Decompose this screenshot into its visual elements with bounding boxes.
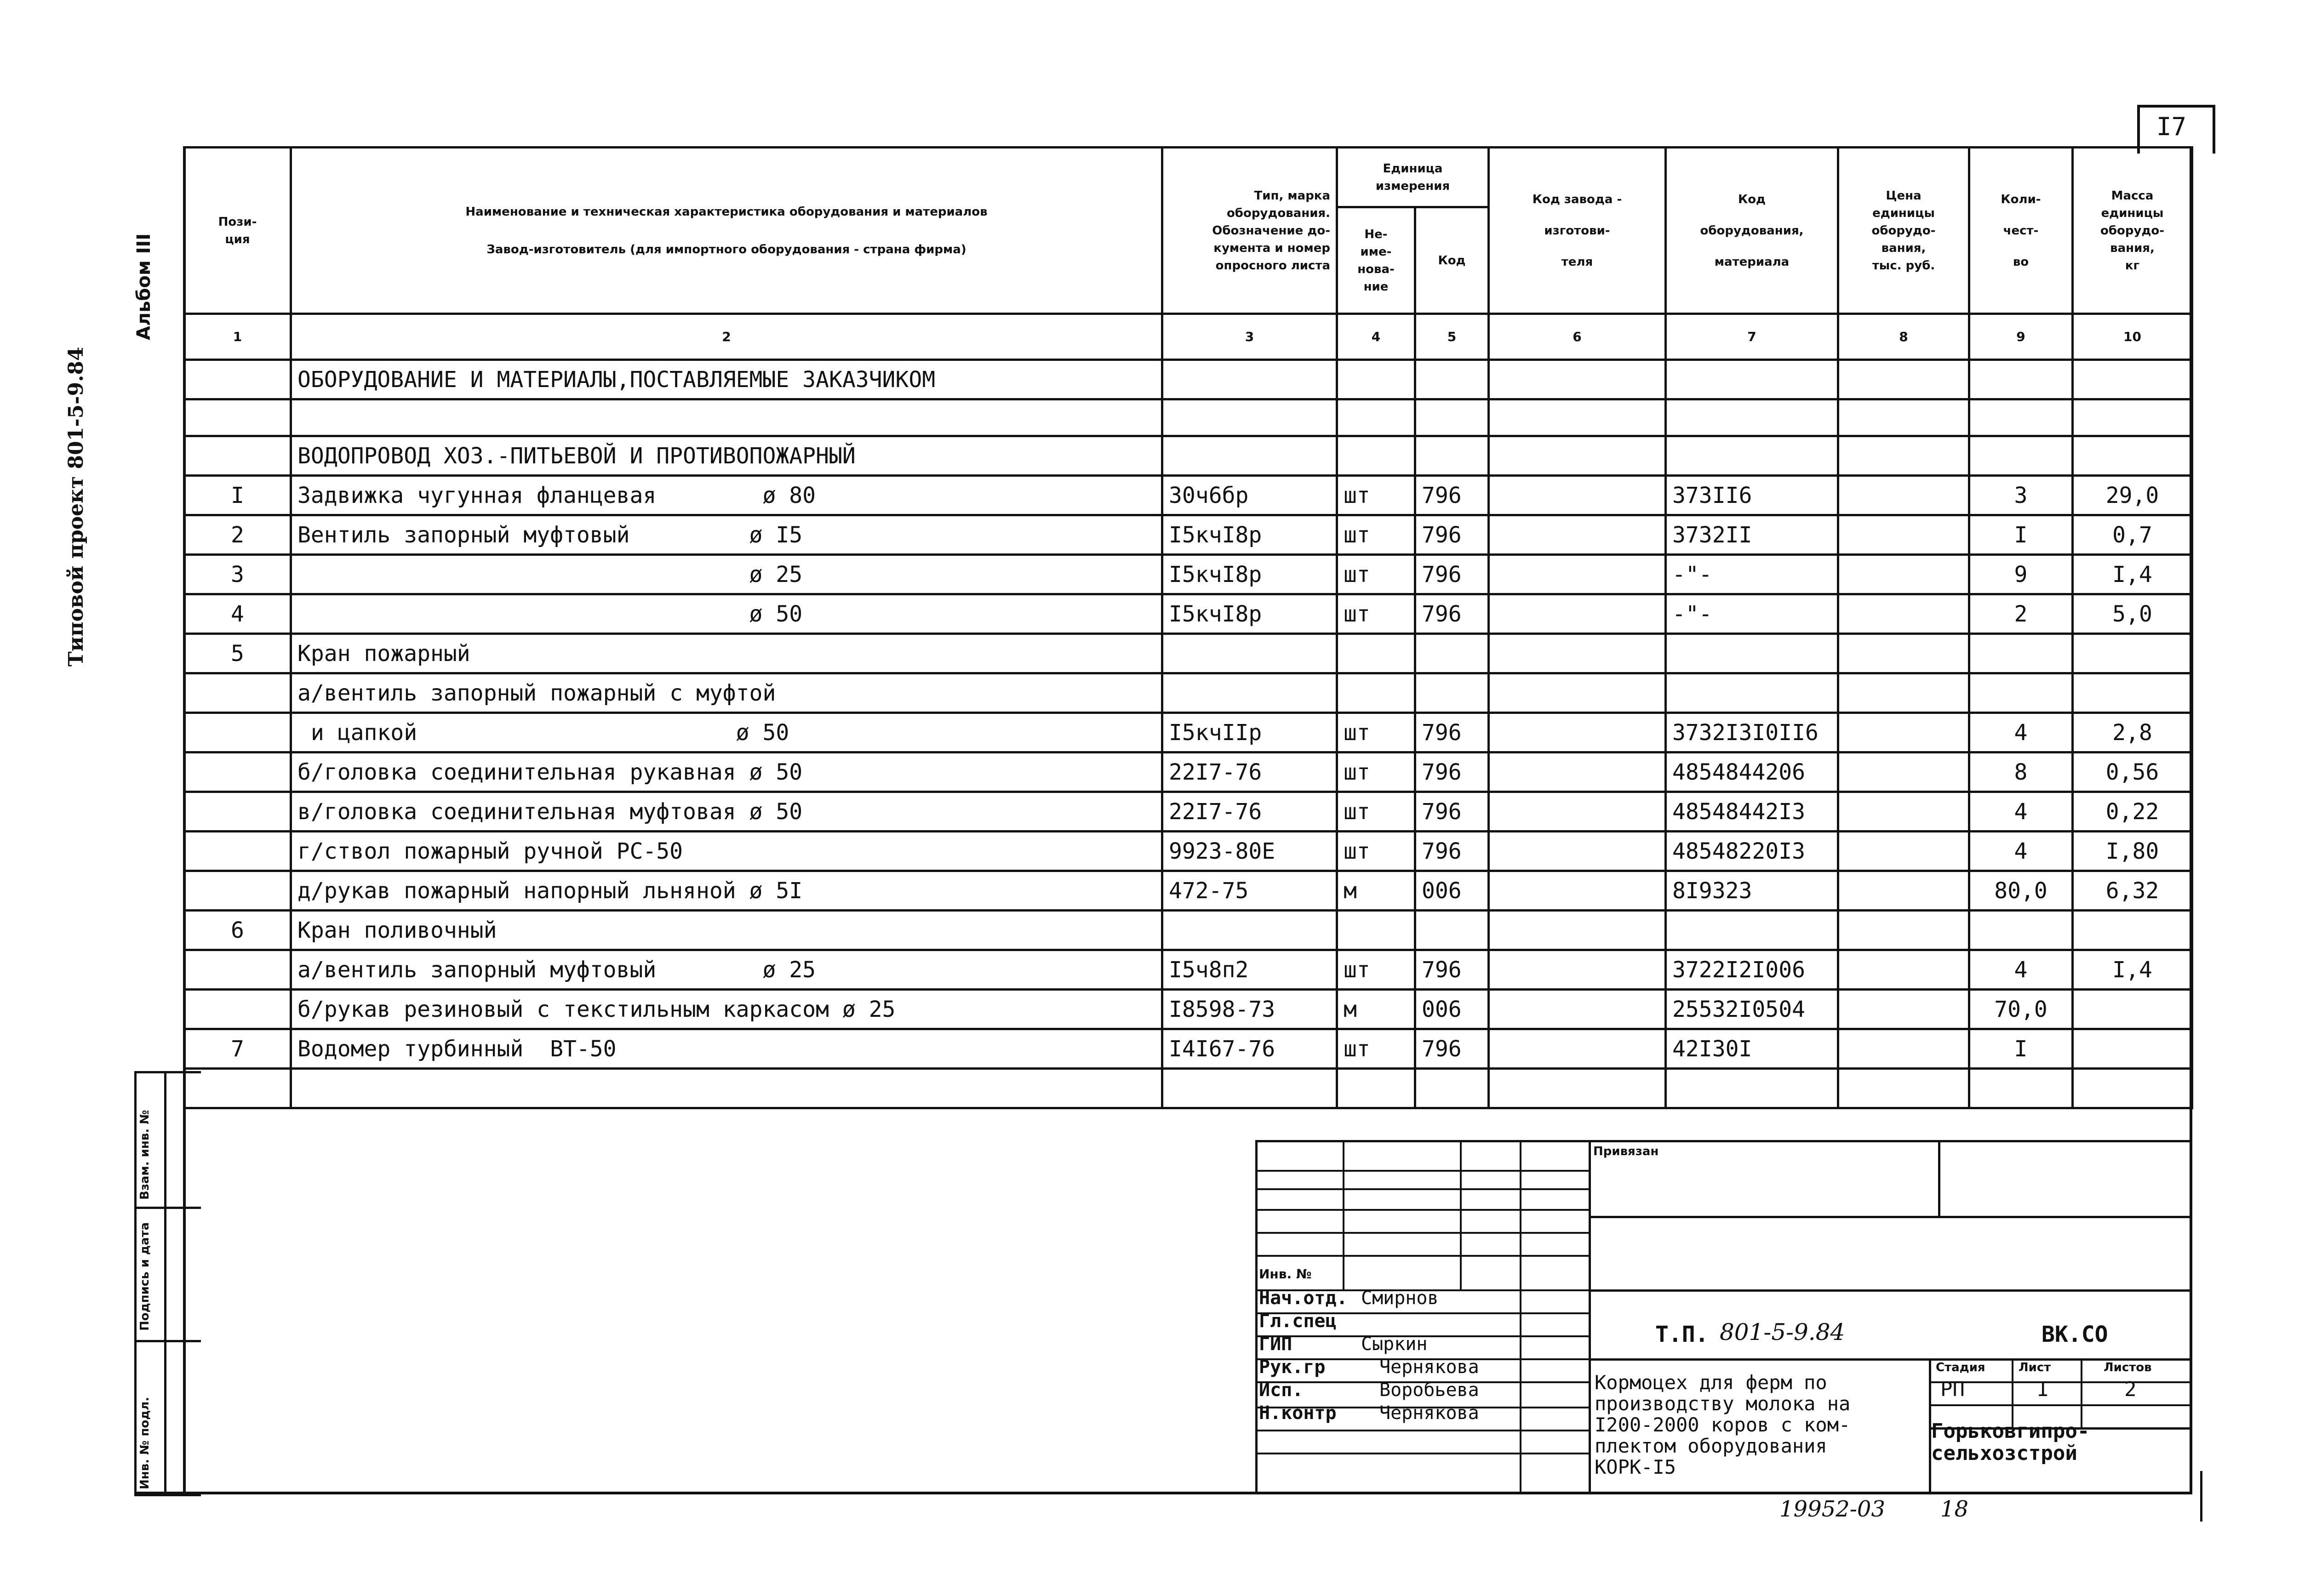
table-row [184, 911, 2192, 950]
table-row [184, 555, 2192, 594]
cell-position: I [184, 476, 291, 515]
sheet-label: Лист [2019, 1361, 2051, 1374]
cell-price [1838, 752, 1969, 792]
stamp-replaced-inv: Взам. инв. № [138, 1110, 152, 1200]
cell-type: I8598-73 [1162, 990, 1337, 1029]
cell-unit: шт [1337, 594, 1415, 634]
cell-type [1162, 360, 1337, 399]
cell-factory-code [1489, 476, 1666, 515]
header-position: Пози- ция [184, 148, 291, 314]
cell-factory-code [1489, 515, 1666, 555]
cell-equipment-code [1666, 399, 1838, 436]
cell-quantity: I [1969, 515, 2073, 555]
cell-price [1838, 792, 1969, 832]
cell-name [291, 1069, 1162, 1108]
cell-unit-code: 796 [1415, 792, 1489, 832]
table-row [184, 1069, 2192, 1108]
table-row [184, 752, 2192, 792]
cell-unit [1337, 634, 1415, 673]
table-row [184, 634, 2192, 673]
staff-role: ГИП [1259, 1334, 1292, 1355]
cell-equipment-code: 48548220I3 [1666, 832, 1838, 871]
cell-unit: шт [1337, 752, 1415, 792]
cell-unit: шт [1337, 713, 1415, 752]
table-row [184, 871, 2192, 911]
cell-factory-code [1489, 1069, 1666, 1108]
cell-unit: м [1337, 990, 1415, 1029]
cell-unit: шт [1337, 792, 1415, 832]
cell-unit: шт [1337, 950, 1415, 990]
cell-quantity: 4 [1969, 792, 2073, 832]
cell-quantity: 4 [1969, 950, 2073, 990]
table-row [184, 673, 2192, 713]
cell-price [1838, 832, 1969, 871]
cell-equipment-code: -"- [1666, 555, 1838, 594]
cell-type: 22I7-76 [1162, 792, 1337, 832]
cell-mass [2073, 673, 2192, 713]
cell-mass: I,4 [2073, 950, 2192, 990]
cell-factory-code [1489, 752, 1666, 792]
cell-equipment-code: -"- [1666, 594, 1838, 634]
header-type: Тип, марка оборудования. Обозначение до- кумента и номер опросного листа [1162, 148, 1337, 314]
cell-type: 22I7-76 [1162, 752, 1337, 792]
cell-position [184, 990, 291, 1029]
cell-unit: м [1337, 871, 1415, 911]
cell-name: ø 25 [291, 555, 1162, 594]
stage-label: Стадия [1936, 1361, 1985, 1374]
cell-quantity [1969, 634, 2073, 673]
cell-position [184, 871, 291, 911]
cell-equipment-code [1666, 634, 1838, 673]
cell-quantity: I [1969, 1029, 2073, 1069]
cell-name: ВОДОПРОВОД ХОЗ.-ПИТЬЕВОЙ И ПРОТИВОПОЖАРНЫЙ [291, 436, 1162, 476]
cell-quantity: 4 [1969, 713, 2073, 752]
cell-unit-code [1415, 436, 1489, 476]
cell-unit-code: 796 [1415, 555, 1489, 594]
table-row [184, 399, 2192, 436]
cell-factory-code [1489, 832, 1666, 871]
cell-name: Кран пожарный [291, 634, 1162, 673]
staff-role: Рук.гр [1259, 1357, 1326, 1378]
cell-position [184, 713, 291, 752]
sheet-value: I [2037, 1378, 2049, 1401]
header-name: Наименование и техническая характеристика оборудования и материалов Завод-изготовитель (для импортного оборудования - страна фирма) [291, 148, 1162, 314]
cell-price [1838, 950, 1969, 990]
cell-name: Вентиль запорный муфтовый ø I5 [291, 515, 1162, 555]
cell-name: а/вентиль запорный пожарный с муфтой [291, 673, 1162, 713]
cell-unit [1337, 1069, 1415, 1108]
cell-name: д/рукав пожарный напорный льняной ø 5I [291, 871, 1162, 911]
cell-factory-code [1489, 399, 1666, 436]
equipment-table [183, 146, 2193, 1109]
staff-name: Смирнов [1361, 1288, 1439, 1309]
cell-equipment-code: 25532I0504 [1666, 990, 1838, 1029]
cell-factory-code [1489, 634, 1666, 673]
cell-price [1838, 1069, 1969, 1108]
table-row [184, 476, 2192, 515]
cell-factory-code [1489, 594, 1666, 634]
cell-mass [2073, 1069, 2192, 1108]
cell-unit-code: 796 [1415, 476, 1489, 515]
cell-price [1838, 634, 1969, 673]
table-row [184, 713, 2192, 752]
cell-name [291, 399, 1162, 436]
document-title: Кормоцех для ферм по производству молока на I200-2000 коров с ком- плектом оборудования КОРК-I5 [1595, 1371, 1851, 1478]
cell-name: Кран поливочный [291, 911, 1162, 950]
cell-position: 5 [184, 634, 291, 673]
cell-price [1838, 990, 1969, 1029]
cell-price [1838, 713, 1969, 752]
cell-unit [1337, 911, 1415, 950]
cell-mass: 0,22 [2073, 792, 2192, 832]
cell-quantity [1969, 673, 2073, 713]
cell-factory-code [1489, 360, 1666, 399]
inv-no-label: Инв. № [1259, 1266, 1312, 1282]
cell-factory-code [1489, 713, 1666, 752]
cell-quantity [1969, 911, 2073, 950]
table-row [184, 360, 2192, 399]
stamp-signature-date: Подпись и дата [138, 1222, 152, 1331]
cell-unit-code [1415, 634, 1489, 673]
cell-unit-code [1415, 399, 1489, 436]
cell-unit [1337, 436, 1415, 476]
cell-mass [2073, 634, 2192, 673]
document-mark: ВК.СО [2042, 1322, 2108, 1347]
cell-name: и цапкой ø 50 [291, 713, 1162, 752]
cell-unit [1337, 673, 1415, 713]
cell-quantity [1969, 360, 2073, 399]
cell-name: г/ствол пожарный ручной РС-50 [291, 832, 1162, 871]
cell-quantity: 8 [1969, 752, 2073, 792]
cell-equipment-code [1666, 911, 1838, 950]
cell-equipment-code: 4854844206 [1666, 752, 1838, 792]
cell-price [1838, 1029, 1969, 1069]
left-margin-project: Типовой проект 801-5-9.84 [64, 347, 88, 667]
cell-factory-code [1489, 911, 1666, 950]
cell-name: Задвижка чугунная фланцевая ø 80 [291, 476, 1162, 515]
cell-position: 2 [184, 515, 291, 555]
cell-factory-code [1489, 673, 1666, 713]
cell-equipment-code [1666, 436, 1838, 476]
cell-type: I5кчI8р [1162, 555, 1337, 594]
cell-mass [2073, 436, 2192, 476]
cell-mass: I,4 [2073, 555, 2192, 594]
designation-handwritten: 801-5-9.84 [1720, 1319, 1845, 1345]
cell-type: 9923-80Е [1162, 832, 1337, 871]
cell-type: I5кчI8р [1162, 515, 1337, 555]
cell-mass [2073, 990, 2192, 1029]
cell-quantity: 3 [1969, 476, 2073, 515]
cell-price [1838, 515, 1969, 555]
cell-price [1838, 911, 1969, 950]
cell-mass: 6,32 [2073, 871, 2192, 911]
cell-equipment-code: 48548442I3 [1666, 792, 1838, 832]
table-row [184, 832, 2192, 871]
cell-factory-code [1489, 871, 1666, 911]
cell-position: 3 [184, 555, 291, 594]
cell-unit-code: 006 [1415, 871, 1489, 911]
cell-factory-code [1489, 555, 1666, 594]
cell-unit: шт [1337, 832, 1415, 871]
cell-type [1162, 673, 1337, 713]
cell-price [1838, 436, 1969, 476]
table-row [184, 792, 2192, 832]
cell-factory-code [1489, 1029, 1666, 1069]
cell-mass: 0,7 [2073, 515, 2192, 555]
cell-price [1838, 871, 1969, 911]
cell-quantity [1969, 1069, 2073, 1108]
staff-role: Н.контр [1259, 1402, 1337, 1424]
cell-mass: 5,0 [2073, 594, 2192, 634]
cell-unit-code [1415, 1069, 1489, 1108]
header-price: Цена единицы оборудо- вания, тыс. руб. [1838, 148, 1969, 314]
stage-value: РП [1940, 1378, 1965, 1401]
cell-position: 4 [184, 594, 291, 634]
table-row [184, 990, 2192, 1029]
frame-left [183, 146, 186, 1493]
album-label: Альбом III [133, 233, 154, 340]
cell-price [1838, 594, 1969, 634]
cell-unit-code: 796 [1415, 1029, 1489, 1069]
cell-type [1162, 634, 1337, 673]
header-unit-code: Код [1415, 207, 1489, 314]
table-row [184, 950, 2192, 990]
cell-name: б/головка соединительная рукавная ø 50 [291, 752, 1162, 792]
cell-mass [2073, 399, 2192, 436]
header-unit-name: Не- име- нова- ние [1337, 207, 1415, 314]
cell-unit-code: 796 [1415, 752, 1489, 792]
staff-name: Чернякова [1379, 1357, 1479, 1378]
cell-type: 472-75 [1162, 871, 1337, 911]
cell-equipment-code: 8I9323 [1666, 871, 1838, 911]
cell-price [1838, 555, 1969, 594]
cell-position [184, 792, 291, 832]
cell-quantity [1969, 399, 2073, 436]
cell-equipment-code: 42I30I [1666, 1029, 1838, 1069]
cell-price [1838, 360, 1969, 399]
cell-position [184, 399, 291, 436]
cell-equipment-code [1666, 360, 1838, 399]
table-row [184, 1029, 2192, 1069]
table-row [184, 515, 2192, 555]
cell-unit: шт [1337, 515, 1415, 555]
cell-name: б/рукав резиновый с текстильным каркасом ø 25 [291, 990, 1162, 1029]
cell-unit-code: 006 [1415, 990, 1489, 1029]
cell-unit-code: 796 [1415, 950, 1489, 990]
cell-position [184, 360, 291, 399]
cell-unit [1337, 360, 1415, 399]
cell-equipment-code: 3732II [1666, 515, 1838, 555]
cell-type: I4I67-76 [1162, 1029, 1337, 1069]
cell-position [184, 950, 291, 990]
header-mass: Масса единицы оборудо- вания, кг [2073, 148, 2192, 314]
cell-position: 6 [184, 911, 291, 950]
cell-factory-code [1489, 792, 1666, 832]
cell-type [1162, 399, 1337, 436]
cell-type: I5кчIIр [1162, 713, 1337, 752]
cell-factory-code [1489, 950, 1666, 990]
cell-unit-code: 796 [1415, 832, 1489, 871]
staff-role: Гл.спец [1259, 1311, 1337, 1332]
stamp-inv-no-orig: Инв. № подл. [138, 1396, 152, 1489]
cell-equipment-code [1666, 673, 1838, 713]
cell-position [184, 673, 291, 713]
cell-unit-code: 796 [1415, 713, 1489, 752]
cell-position [184, 832, 291, 871]
cell-unit-code [1415, 360, 1489, 399]
staff-name: Воробьева [1379, 1379, 1479, 1401]
cell-name: ø 50 [291, 594, 1162, 634]
cell-mass [2073, 360, 2192, 399]
cell-quantity: 2 [1969, 594, 2073, 634]
header-factory-code: Код завода - изготови- теля [1489, 148, 1666, 314]
cell-unit [1337, 399, 1415, 436]
cell-type [1162, 911, 1337, 950]
cell-mass: 0,56 [2073, 752, 2192, 792]
cell-quantity: 4 [1969, 832, 2073, 871]
cell-equipment-code: 373II6 [1666, 476, 1838, 515]
cell-mass: 2,8 [2073, 713, 2192, 752]
staff-role: Нач.отд. [1259, 1288, 1348, 1309]
cell-factory-code [1489, 990, 1666, 1029]
cell-position [184, 436, 291, 476]
cell-mass [2073, 1029, 2192, 1069]
header-quantity: Коли- чест- во [1969, 148, 2073, 314]
cell-unit-code: 796 [1415, 515, 1489, 555]
cell-unit-code: 796 [1415, 594, 1489, 634]
cell-unit: шт [1337, 476, 1415, 515]
cell-unit: шт [1337, 555, 1415, 594]
cell-name: ОБОРУДОВАНИЕ И МАТЕРИАЛЫ,ПОСТАВЛЯЕМЫЕ ЗАКАЗЧИКОМ [291, 360, 1162, 399]
sheets-value: 2 [2124, 1378, 2137, 1401]
cell-name: а/вентиль запорный муфтовый ø 25 [291, 950, 1162, 990]
footer-page: 18 [1940, 1496, 1969, 1522]
header-unit: Единица измерения [1337, 148, 1489, 207]
table-row [184, 436, 2192, 476]
cell-unit-code [1415, 911, 1489, 950]
cell-mass: 29,0 [2073, 476, 2192, 515]
cell-price [1838, 476, 1969, 515]
cell-quantity: 9 [1969, 555, 2073, 594]
cell-mass [2073, 911, 2192, 950]
cell-quantity: 70,0 [1969, 990, 2073, 1029]
privyazan-label: Привязан [1593, 1145, 1659, 1158]
cell-factory-code [1489, 436, 1666, 476]
sheets-label: Листов [2104, 1361, 2152, 1374]
cell-price [1838, 673, 1969, 713]
organization: Горьковгипро- сельхозстрой [1931, 1419, 2090, 1465]
cell-position: 7 [184, 1029, 291, 1069]
cell-equipment-code: 3722I2I006 [1666, 950, 1838, 990]
cell-type: I5ч8п2 [1162, 950, 1337, 990]
footer-number: 19952-03 [1779, 1496, 1885, 1522]
cell-name: Водомер турбинный ВТ-50 [291, 1029, 1162, 1069]
cell-type: 30ч6бр [1162, 476, 1337, 515]
table-body [184, 360, 2192, 1108]
table-row [184, 594, 2192, 634]
cell-type [1162, 1069, 1337, 1108]
cell-unit: шт [1337, 1029, 1415, 1069]
cell-type [1162, 436, 1337, 476]
cell-equipment-code: 3732I3I0II6 [1666, 713, 1838, 752]
sheet-corner-number: I7 [2156, 112, 2187, 141]
cell-unit-code [1415, 673, 1489, 713]
cell-type: I5кчI8р [1162, 594, 1337, 634]
header-equipment-code: Код оборудования, материала [1666, 148, 1838, 314]
staff-name: Чернякова [1379, 1402, 1479, 1424]
designation-prefix: Т.П. [1655, 1322, 1709, 1347]
column-number-row: 1 2 3 4 5 6 7 8 9 10 [184, 314, 2192, 360]
cell-price [1838, 399, 1969, 436]
cell-quantity: 80,0 [1969, 871, 2073, 911]
cell-equipment-code [1666, 1069, 1838, 1108]
cell-mass: I,80 [2073, 832, 2192, 871]
cell-name: в/головка соединительная муфтовая ø 50 [291, 792, 1162, 832]
staff-name: Сыркин [1361, 1334, 1428, 1355]
cell-position [184, 752, 291, 792]
cell-quantity [1969, 436, 2073, 476]
staff-role: Исп. [1259, 1379, 1304, 1401]
bottom-right-tick [2200, 1471, 2202, 1522]
